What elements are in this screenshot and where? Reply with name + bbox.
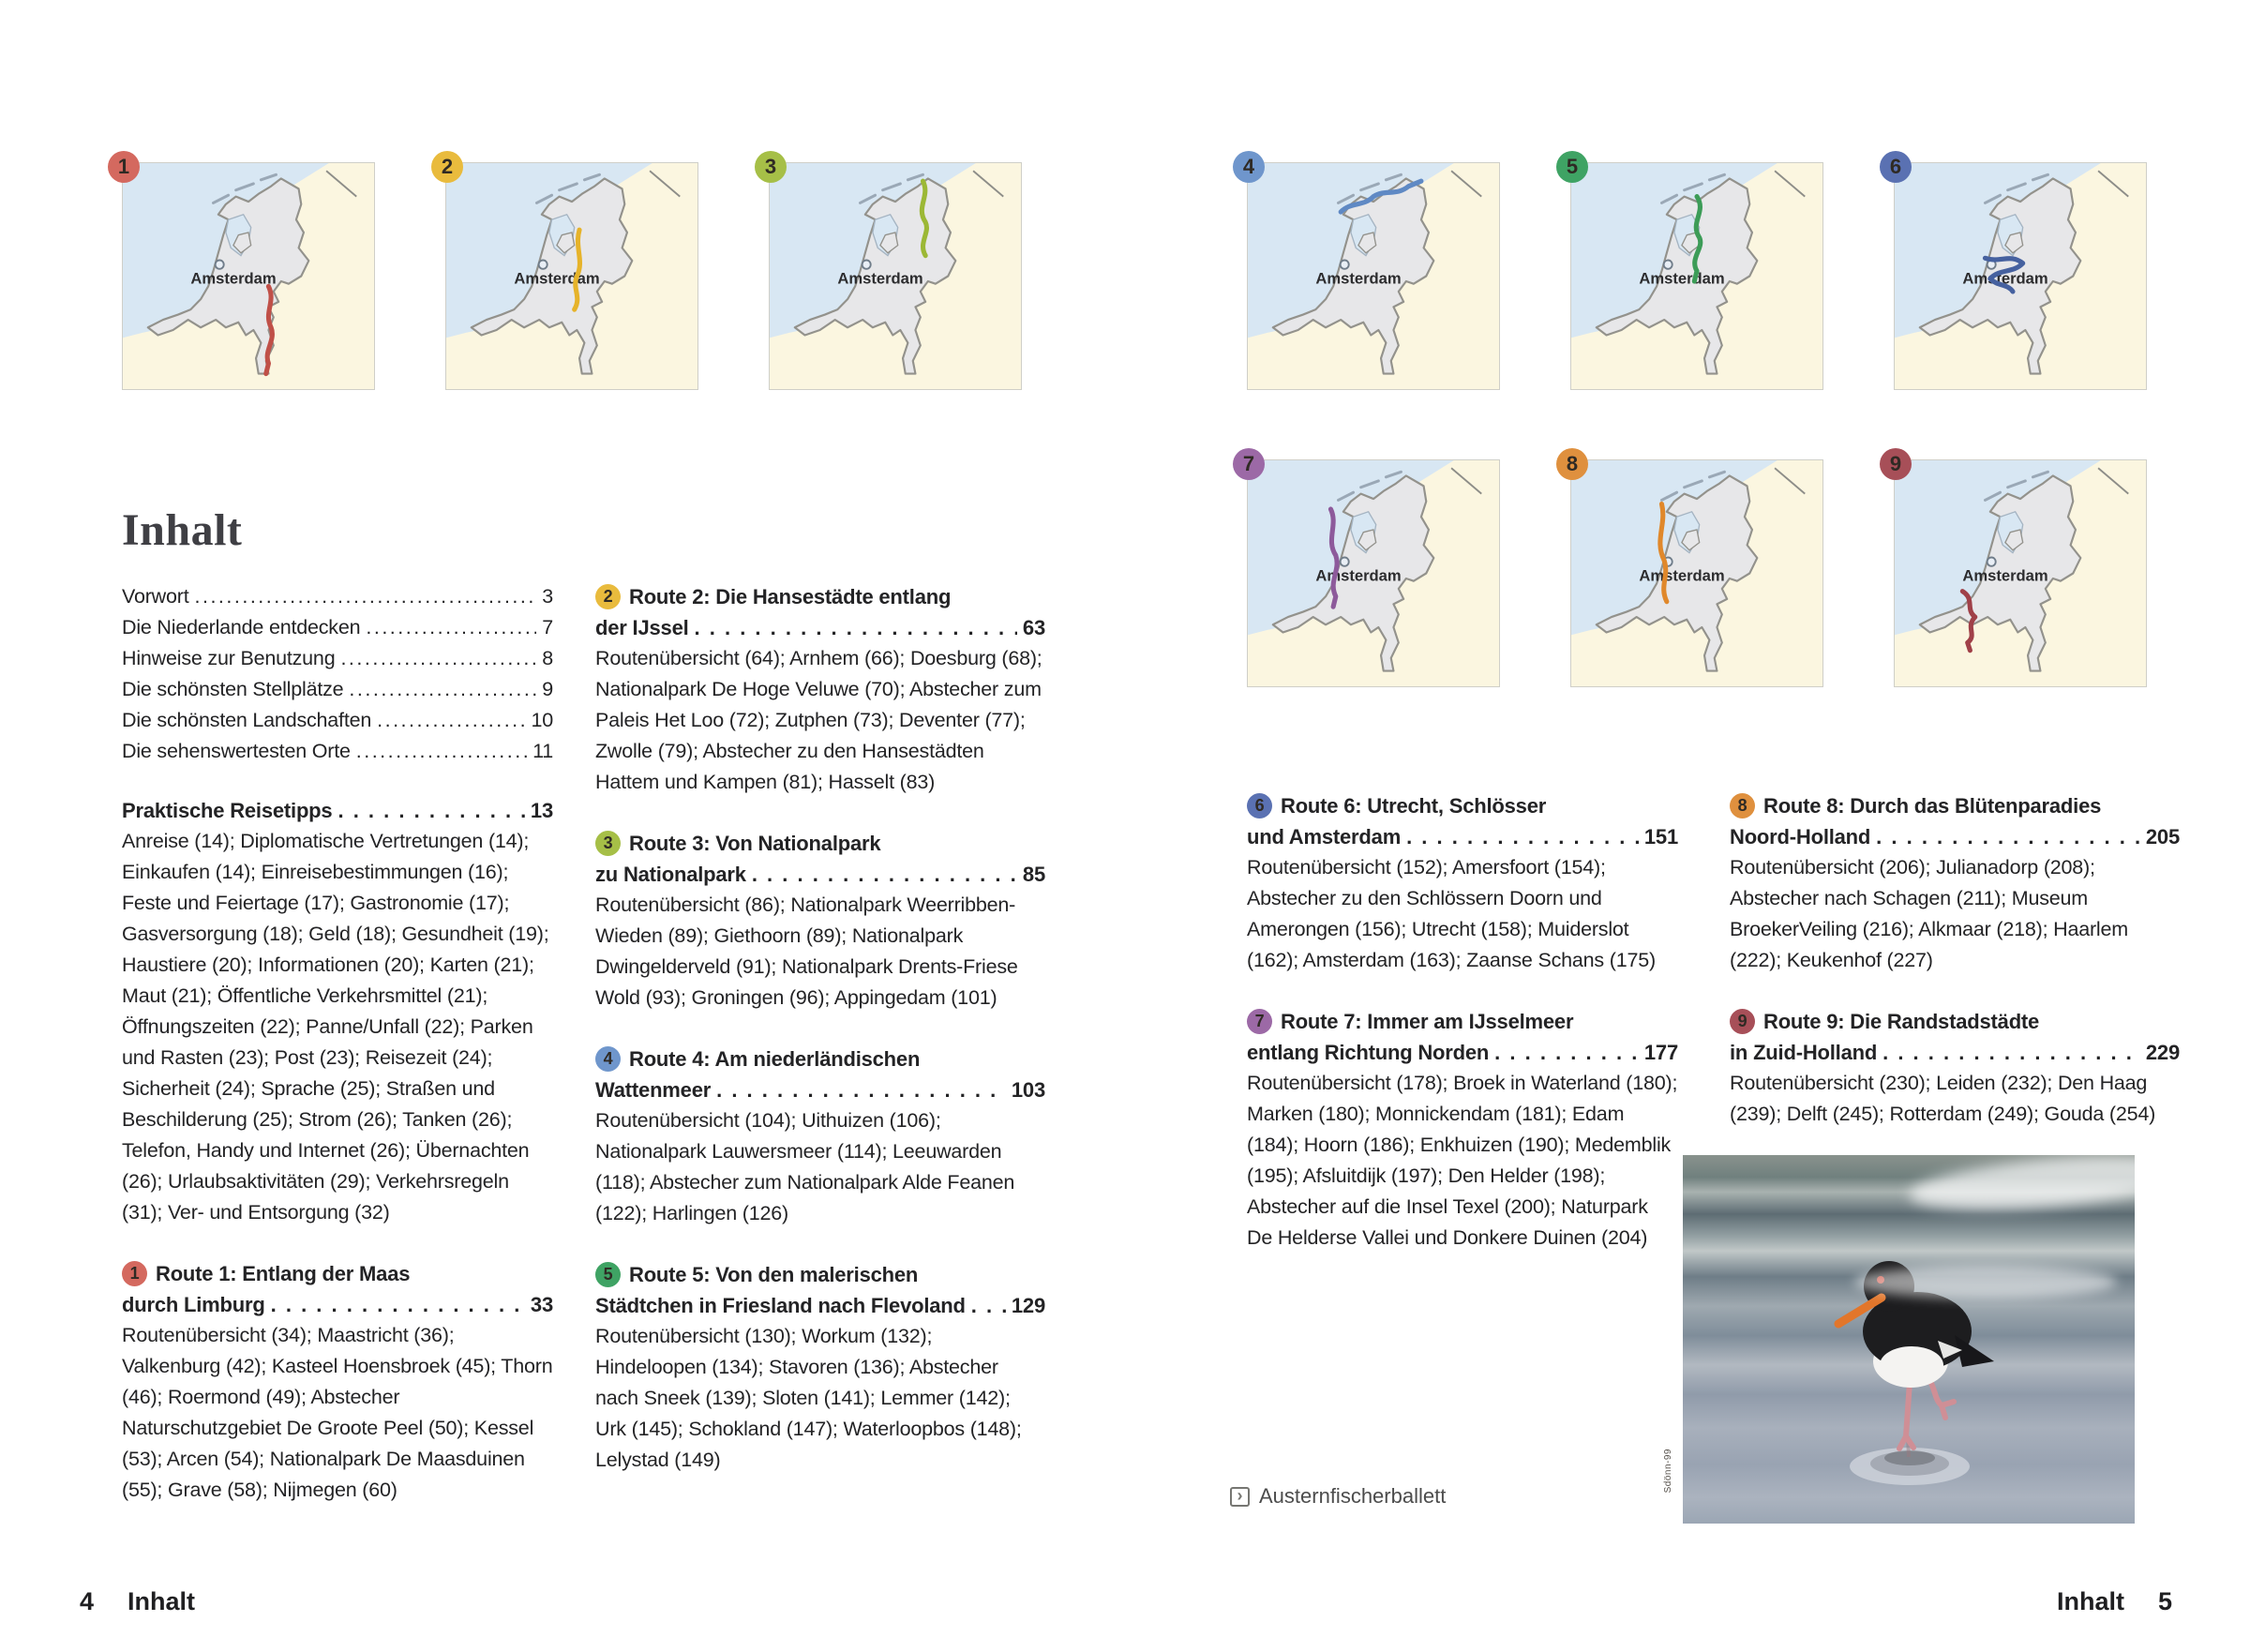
route-number-badge: 1 — [122, 1261, 147, 1286]
amsterdam-label: Amsterdam — [837, 269, 923, 288]
route-title-continued: zu Nationalpark — [595, 863, 746, 886]
amsterdam-dot — [1664, 261, 1672, 269]
route-maps-row-left — [117, 155, 1022, 390]
netherlands-map — [1571, 163, 1822, 389]
toc-entry — [122, 705, 553, 736]
amsterdam-dot — [1988, 558, 1996, 566]
netherlands-map — [1248, 163, 1499, 389]
amsterdam-dot — [1341, 261, 1349, 269]
route-heading-line2 — [1247, 1037, 1678, 1068]
dot-leader — [377, 705, 525, 736]
route-heading-line2 — [595, 1074, 1045, 1105]
photo-caption — [1230, 1484, 1446, 1509]
page-footer-left — [80, 1587, 195, 1616]
dot-leader — [1494, 1037, 1639, 1068]
route-map-9 — [1889, 452, 2147, 687]
route-number-badge: 4 — [595, 1046, 621, 1072]
toc-entry — [122, 581, 553, 612]
route-map-8 — [1566, 452, 1823, 687]
route-heading-line1 — [595, 828, 1045, 859]
page-number: 5 — [2157, 1587, 2172, 1615]
amsterdam-label: Amsterdam — [1315, 269, 1402, 288]
amsterdam-label: Amsterdam — [1639, 269, 1725, 288]
toc-entry-page: 8 — [542, 647, 553, 669]
dot-leader — [971, 1290, 1006, 1321]
toc-entry-label: Vorwort — [122, 585, 189, 608]
amsterdam-label: Amsterdam — [514, 269, 600, 288]
page-footer-right — [2057, 1587, 2172, 1616]
amsterdam-dot — [1341, 558, 1349, 566]
section-body: Routenübersicht (206); Julianadorp (208); Abstecher nach Schagen (211); Museum BroekerVeiling (216); Alkmaar (218); Haarlem (222); Keukenhof (227) — [1730, 856, 2128, 971]
photo-credit: Sdönn-99 — [1663, 1449, 1673, 1494]
amsterdam-dot — [862, 261, 871, 269]
section-heading — [122, 795, 553, 826]
route-map-1 — [117, 155, 375, 390]
route-heading-line2 — [595, 612, 1045, 643]
route-heading-line1 — [1730, 790, 2180, 821]
route-map-7 — [1242, 452, 1500, 687]
route-number-badge: 5 — [1556, 151, 1588, 183]
amsterdam-dot — [216, 261, 224, 269]
toc-section-route7 — [1247, 1006, 1678, 1254]
route-map-6 — [1889, 155, 2147, 390]
toc-section-route2 — [595, 581, 1045, 798]
amsterdam-label: Amsterdam — [190, 269, 277, 288]
toc-section-route1 — [122, 1258, 553, 1506]
toc-section-route4 — [595, 1044, 1045, 1229]
route-title-continued: und Amsterdam — [1247, 825, 1402, 849]
route-number-badge: 4 — [1233, 151, 1265, 183]
dot-leader — [716, 1074, 1006, 1105]
route-heading-line1 — [595, 1259, 1045, 1290]
toc-entry — [122, 674, 553, 705]
netherlands-map — [123, 163, 374, 389]
route-map-5 — [1566, 155, 1823, 390]
toc-section-route6 — [1247, 790, 1678, 976]
route-title: Route 1: Entlang der Maas — [156, 1262, 411, 1285]
netherlands-map — [1895, 460, 2146, 686]
route-map-2 — [441, 155, 698, 390]
toc-entry-label: Hinweise zur Benutzung — [122, 647, 336, 669]
route-number-badge: 3 — [755, 151, 787, 183]
section-body: Routenübersicht (178); Broek in Waterland (180); Marken (180); Monnickendam (181); Edam (184); Hoorn (186); Enkhuizen (190); Medemblik (195); Afsluitdijk (197); Den Helder (198); Abstecher auf die Insel Texel (200); Naturpark De Helderse Vallei und Donkere Duinen (204) — [1247, 1072, 1678, 1249]
route-number-badge: 8 — [1730, 793, 1755, 818]
dot-leader — [356, 736, 527, 767]
toc-entry — [122, 612, 553, 643]
route-heading-line1 — [595, 1044, 1045, 1074]
toc-entry-page: 10 — [531, 709, 553, 731]
route-heading-line2 — [595, 1290, 1045, 1321]
section-body: Routenübersicht (34); Maastricht (36); Valkenburg (42); Kasteel Hoensbroek (45); Thorn (46); Roermond (49); Abstecher Naturschutzgebiet De Groote Peel (50); Kessel (53); Arcen (54); Nationalpark De Maasduinen (55); Grave (58); Nijmegen (60) — [122, 1324, 553, 1501]
route-heading-line2 — [122, 1289, 553, 1320]
route-title: Route 2: Die Hansestädte entlang — [629, 585, 952, 608]
route-number-badge: 2 — [595, 584, 621, 609]
toc-entry-page: 9 — [542, 678, 553, 700]
route-title: Route 9: Die Randstadstädte — [1763, 1010, 2040, 1033]
page-number: 4 — [80, 1587, 95, 1615]
route-number-badge: 7 — [1247, 1009, 1272, 1034]
route-heading-line2 — [1730, 821, 2180, 852]
route-page: 177 — [1643, 1041, 1678, 1064]
route-maps-row-right-1 — [1242, 155, 2147, 390]
dot-leader — [340, 643, 536, 674]
route-title-continued: entlang Richtung Norden — [1247, 1041, 1490, 1064]
route-number-badge: 6 — [1880, 151, 1912, 183]
route-title-continued: Städtchen in Friesland nach Flevoland — [595, 1294, 966, 1317]
toc-entry-label: Die Niederlande entdecken — [122, 616, 361, 638]
toc-section-route9 — [1730, 1006, 2180, 1130]
page-title: Inhalt — [122, 505, 243, 555]
dot-leader — [195, 581, 537, 612]
netherlands-map — [1895, 163, 2146, 389]
route-page: 103 — [1011, 1078, 1045, 1102]
amsterdam-label: Amsterdam — [1962, 269, 2048, 288]
section-body: Anreise (14); Diplomatische Vertretungen (14); Einkaufen (14); Einreisebestimmungen (16); Feste und Feiertage (17); Gastronomie (17); Gasversorgung (18); Geld (18); Gesundheit (19); Haustiere (20); Informationen (20); Karten (21); Maut (21); Öffentliche Verkehrsmittel (21); Öffnungszeiten (22); Panne/Unfall (22); Parken und Rasten (23); Post (23); Reisezeit (24); Sicherheit (24); Sprache (25); Straßen und Beschilderung (25); Strom (26); Tanken (26); Telefon, Handy und Internet (26); Übernachten (26); Urlaubsaktivitäten (29); Verkehrsregeln (31); Ver- und Entsorgung (32) — [122, 830, 549, 1224]
netherlands-map — [446, 163, 698, 389]
route-page: 151 — [1643, 825, 1678, 849]
route-number-badge: 2 — [431, 151, 463, 183]
route-title: Route 3: Von Nationalpark — [629, 832, 881, 855]
dot-leader — [1876, 821, 2140, 852]
dot-leader — [349, 674, 536, 705]
route-heading-line1 — [595, 581, 1045, 612]
amsterdam-label: Amsterdam — [1315, 566, 1402, 585]
amsterdam-dot — [539, 261, 548, 269]
oystercatcher-bird-illustration — [1683, 1155, 2135, 1524]
front-matter-list — [122, 581, 553, 767]
toc-section-praktische — [122, 795, 553, 1228]
section-body: Routenübersicht (86); Nationalpark Weerribben-Wieden (89); Giethoorn (89); Nationalpark Dwingelderveld (91); Nationalpark Drents-Friese Wold (93); Groningen (96); Appingedam (101) — [595, 894, 1018, 1009]
section-page: 13 — [530, 799, 553, 822]
route-title-continued: in Zuid-Holland — [1730, 1041, 1878, 1064]
route-number-badge: 9 — [1730, 1009, 1755, 1034]
amsterdam-label: Amsterdam — [1962, 566, 2048, 585]
amsterdam-label: Amsterdam — [1639, 566, 1725, 585]
dot-leader — [271, 1289, 525, 1320]
section-title: Praktische Reisetipps — [122, 799, 333, 822]
route-map-3 — [764, 155, 1022, 390]
route-page: 205 — [2145, 825, 2180, 849]
route-heading-line2 — [1730, 1037, 2180, 1068]
toc-entry-label: Die schönsten Landschaften — [122, 709, 372, 731]
footer-label: Inhalt — [2056, 1587, 2124, 1615]
arrow-right-boxed-icon: › — [1230, 1487, 1250, 1507]
route-number-badge: 5 — [595, 1262, 621, 1287]
page-right — [1237, 0, 2180, 1652]
section-body: Routenübersicht (130); Workum (132); Hindeloopen (134); Stavoren (136); Abstecher nach Sneek (139); Sloten (141); Lemmer (142); Urk (145); Schokland (147); Waterloopbos (148); Lelystad (149) — [595, 1325, 1022, 1471]
route-title-continued: der IJssel — [595, 616, 689, 639]
dot-leader — [752, 859, 1017, 890]
dot-leader — [1406, 821, 1639, 852]
toc-entry — [122, 643, 553, 674]
route-title-continued: durch Limburg — [122, 1293, 265, 1316]
toc-entry-page: 11 — [532, 740, 553, 762]
route-title: Route 4: Am niederländischen — [629, 1047, 921, 1071]
route-page: 33 — [530, 1293, 553, 1316]
route-title: Route 6: Utrecht, Schlösser — [1281, 794, 1547, 818]
section-body: Routenübersicht (104); Uithuizen (106); Nationalpark Lauwersmeer (114); Leeuwarden (118); Abstecher zum Nationalpark Alde Feanen (122); Harlingen (126) — [595, 1109, 1015, 1224]
route-heading-line1 — [1247, 790, 1678, 821]
netherlands-map — [770, 163, 1021, 389]
route-page: 85 — [1022, 863, 1045, 886]
route-number-badge: 1 — [108, 151, 140, 183]
route-heading-line1 — [1730, 1006, 2180, 1037]
route-page: 129 — [1011, 1294, 1045, 1317]
netherlands-map — [1248, 460, 1499, 686]
route-page: 229 — [2145, 1041, 2180, 1064]
toc-section-route3 — [595, 828, 1045, 1014]
route-title: Route 8: Durch das Blütenparadies — [1763, 794, 2102, 818]
route-number-badge: 8 — [1556, 448, 1588, 480]
route-heading-line2 — [595, 859, 1045, 890]
route-number-badge: 7 — [1233, 448, 1265, 480]
toc-entry-label: Die sehenswertesten Orte — [122, 740, 351, 762]
toc-column-2 — [595, 581, 1045, 1536]
toc-section-route8 — [1730, 790, 2180, 976]
page-left — [80, 0, 1069, 1652]
route-page: 63 — [1022, 616, 1045, 639]
oystercatcher-photo — [1683, 1155, 2135, 1524]
toc-column-1 — [122, 581, 553, 1536]
dot-leader — [695, 612, 1017, 643]
section-body: Routenübersicht (230); Leiden (232); Den Haag (239); Delft (245); Rotterdam (249); Gouda (254) — [1730, 1072, 2156, 1125]
route-title: Route 7: Immer am IJsselmeer — [1281, 1010, 1574, 1033]
toc-entry — [122, 736, 553, 767]
route-title: Route 5: Von den malerischen — [629, 1263, 919, 1286]
section-body: Routenübersicht (152); Amersfoort (154); Abstecher zu den Schlössern Doorn und Amerongen (156); Utrecht (158); Muiderslot (162); Amsterdam (163); Zaanse Schans (175) — [1247, 856, 1656, 971]
dot-leader — [338, 795, 524, 826]
route-number-badge: 3 — [595, 831, 621, 856]
toc-section-route5 — [595, 1259, 1045, 1476]
route-number-badge: 6 — [1247, 793, 1272, 818]
route-title-continued: Wattenmeer — [595, 1078, 712, 1102]
route-heading-line1 — [122, 1258, 553, 1289]
netherlands-map — [1571, 460, 1822, 686]
toc-columns-left — [122, 581, 1045, 1536]
section-body: Routenübersicht (64); Arnhem (66); Doesburg (68); Nationalpark De Hoge Veluwe (70); Abstecher zum Paleis Het Loo (72); Zutphen (73); Deventer (77); Zwolle (79); Abstecher zu den Hansestädten Hattem und Kampen (81); Hasselt (83) — [595, 647, 1042, 793]
route-heading-line2 — [1247, 821, 1678, 852]
toc-entry-label: Die schönsten Stellplätze — [122, 678, 344, 700]
route-map-4 — [1242, 155, 1500, 390]
toc-entry-page: 3 — [542, 585, 553, 608]
toc-entry-page: 7 — [542, 616, 553, 638]
route-heading-line1 — [1247, 1006, 1678, 1037]
dot-leader — [1882, 1037, 2140, 1068]
route-number-badge: 9 — [1880, 448, 1912, 480]
dot-leader — [366, 612, 536, 643]
footer-label: Inhalt — [128, 1587, 196, 1615]
toc-column-3 — [1247, 790, 1678, 1284]
route-title-continued: Noord-Holland — [1730, 825, 1871, 849]
photo-caption-text: Austernfischerballett — [1259, 1484, 1447, 1508]
route-maps-row-right-2 — [1242, 452, 2147, 687]
